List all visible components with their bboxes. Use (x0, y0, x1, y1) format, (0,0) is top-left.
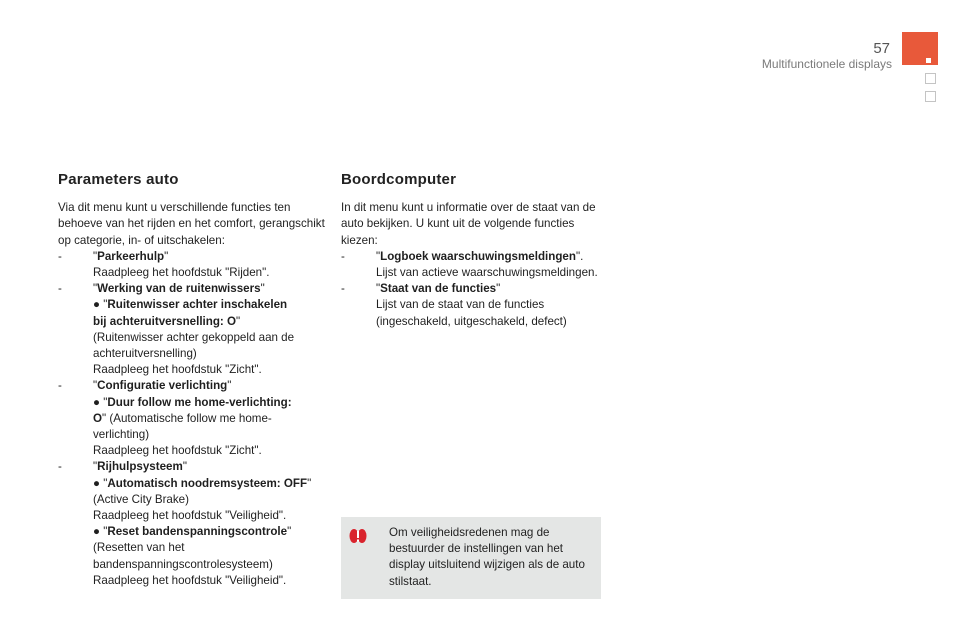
list-item: - "Werking van de ruitenwissers" (58, 282, 265, 296)
chapter-tab-empty (925, 73, 936, 84)
note-text: Om veiligheidsredenen mag de bestuurder de instellingen van het display uitsluitend wijzigen als de auto stilstaat. (389, 526, 585, 588)
chapter-title: Multifunctionele displays (761, 57, 892, 71)
list-item: - "Configuratie verlichting" (58, 379, 232, 393)
chapter-tab (902, 32, 938, 65)
bullet-item: ● "Ruitenwisser achter inschakelen (93, 298, 288, 312)
list-item: - "Logboek waarschuwingsmeldingen". (341, 249, 584, 263)
bullet-item: ● "Reset bandenspanningscontrole" (93, 525, 292, 539)
bullet-item: ● "Duur follow me home-verlichting: (93, 395, 292, 409)
bullet-item: ● "Automatisch noodremsysteem: OFF" (93, 476, 312, 490)
intro-text: In dit menu kunt u informatie over de staat van de auto bekijken. U kunt uit de volgende functies kiezen: (341, 201, 596, 247)
warning-icon (349, 528, 367, 544)
intro-text: Via dit menu kunt u verschillende functies ten behoeve van het rijden en het comfort, gerangschikt op categorie, in- of uitschakelen: (58, 201, 325, 247)
section-title: Parameters auto (58, 171, 179, 188)
trip-computer-section: Boordcomputer In dit menu kunt u informatie over de staat van de auto bekijken. U kunt uit de volgende functies kiezen: - "Logboek waarschuwingsmeldingen". Lijst van actieve waarschuwingsmeldingen. - "Staat van de functies" Lijst van de staat van de functies (ingeschakeld, uitgeschakeld, defect) (341, 172, 611, 330)
chapter-tab-empty (925, 91, 936, 102)
parameters-section: Parameters auto Via dit menu kunt u verschillende functies ten behoeve van het rijden en het comfort, gerangschikt op categorie, in- of uitschakelen: - "Parkeerhulp" Raadpleeg het hoofdstuk "Rijden". - "Werking van de ruitenwissers" ● "Ruitenwisser achter inschakelen bij achteruitversnelling: O" (Ruitenwisser achter gekoppeld aan de achteruitversnelling) Raadpleeg het hoofdstuk "Zicht". - "Configuratie verlichting" ● "Duur follow me home-verlichting: O" (Automatische follow me home- verlichting) Raadpleeg het hoofdstuk "Zicht". - "Rijhulpsysteem" ● "Automatisch noodremsysteem: OFF" (Active City Brake) Raadpleeg het hoofdstuk "Veiligheid". ● "Reset bandenspanningscontrole" (Resetten van het bandenspanningscontrolesysteem) Raadpleeg het hoofdstuk "Veiligheid". (58, 172, 328, 589)
list-item: - "Parkeerhulp" (58, 249, 169, 263)
list-item: - "Rijhulpsysteem" (58, 460, 187, 474)
safety-note (341, 517, 601, 599)
section-title: Boordcomputer (341, 171, 457, 188)
tab-marker (926, 58, 931, 63)
list-item: - "Staat van de functies" (341, 282, 501, 296)
page-number: 57 (873, 40, 890, 57)
